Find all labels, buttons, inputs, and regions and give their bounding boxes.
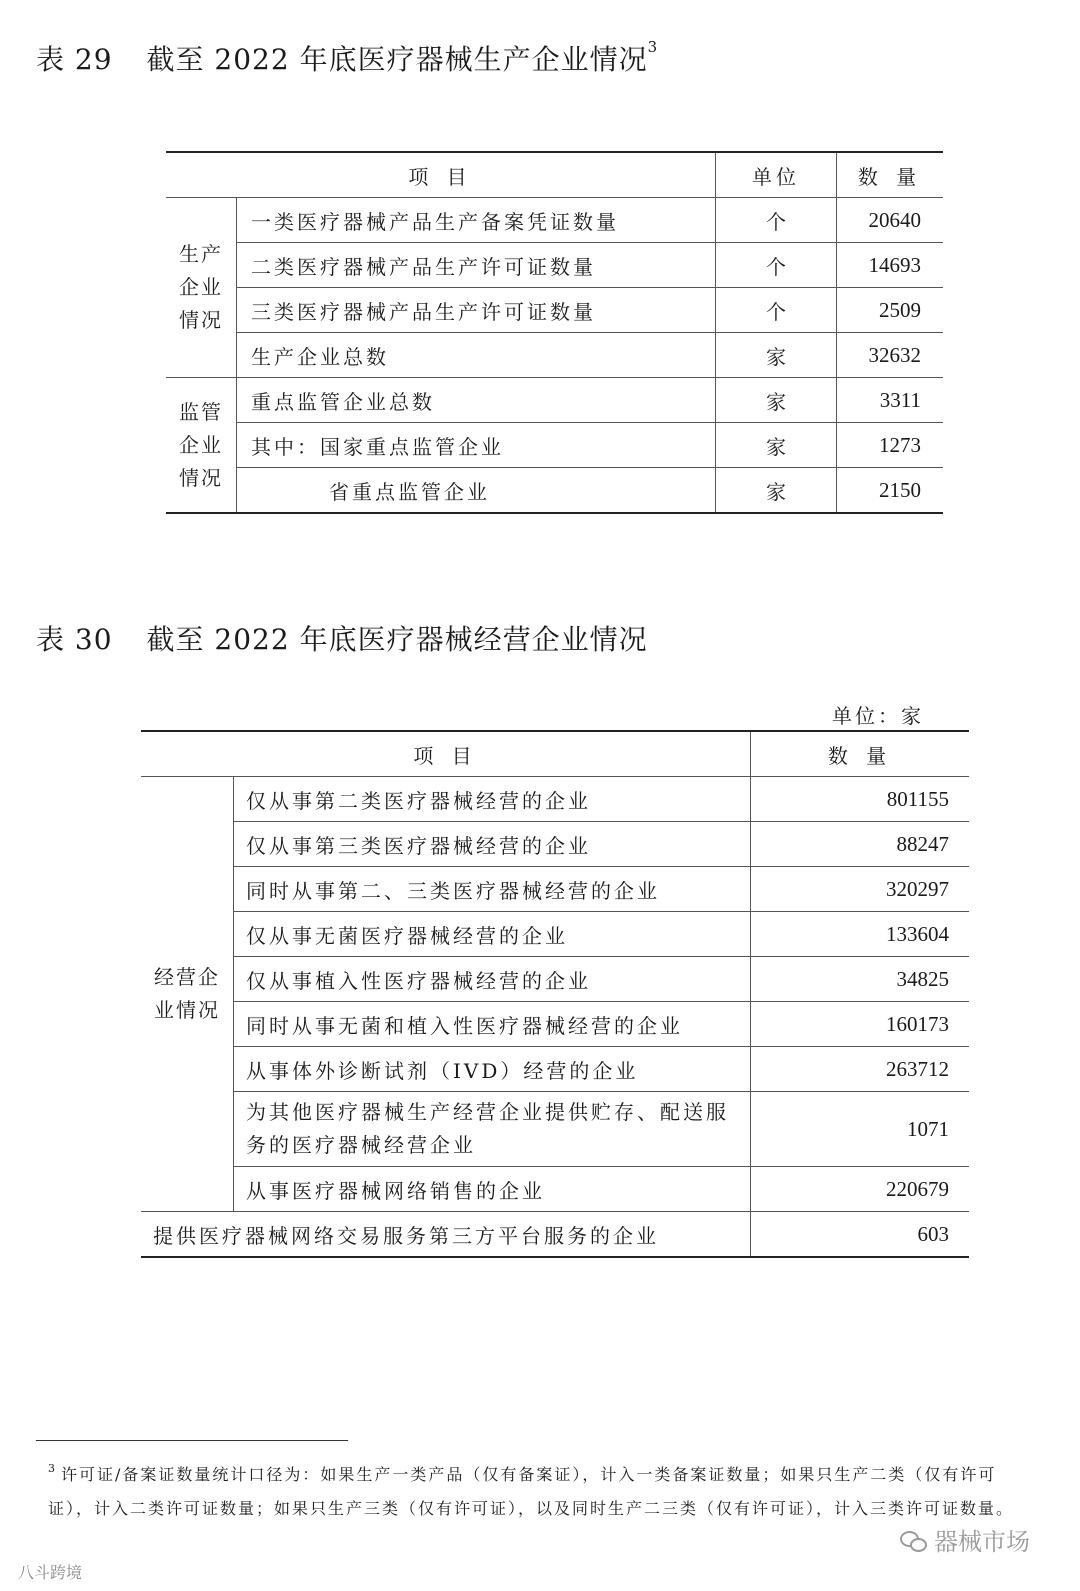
table-row: [141, 777, 969, 822]
table29-qty: 14693: [837, 243, 944, 288]
table30-qty: 88247: [751, 822, 970, 867]
table29-number: 表 29: [36, 43, 113, 76]
table29-item: 一类医疗器械产品生产备案凭证数量: [237, 198, 716, 243]
table-row: [141, 1212, 969, 1258]
table29-item: 二类医疗器械产品生产许可证数量: [237, 243, 716, 288]
table30-qty: 263712: [751, 1047, 970, 1092]
table29-unit: 家: [716, 468, 837, 514]
table30-item: 仅从事第三类医疗器械经营的企业: [234, 822, 751, 867]
table29-unit: 个: [716, 243, 837, 288]
table30-qty: 133604: [751, 912, 970, 957]
table-row: [166, 333, 943, 378]
table-row: [141, 867, 969, 912]
table30-item: 同时从事第二、三类医疗器械经营的企业: [234, 867, 751, 912]
table29-unit: 家: [716, 333, 837, 378]
table-row: [166, 468, 943, 514]
table29-item: 其中：国家重点监管企业: [237, 423, 716, 468]
table29-caption: [36, 38, 659, 76]
table30-number: 表 30: [36, 623, 113, 656]
table-row: [141, 822, 969, 867]
table30-item: 为其他医疗器械生产经营企业提供贮存、配送服务的医疗器械经营企业: [234, 1092, 751, 1167]
table30-qty: 801155: [751, 777, 970, 822]
table29-item: 省重点监管企业: [237, 468, 716, 514]
table29-qty: 32632: [837, 333, 944, 378]
watermark-right-text: 器械市场: [934, 1528, 1030, 1556]
table30-header-row: [141, 731, 969, 777]
table29-item: 生产企业总数: [237, 333, 716, 378]
footnote-text: 许可证/备案证数量统计口径为：如果生产一类产品（仅有备案证），计入一类备案证数量；如果只生产二类（仅有许可证），计入二类许可证数量；如果只生产三类（仅有许可证），以及同时生产二三类（仅有许可证），计入三类许可证数量。: [48, 1465, 1015, 1518]
table29-unit: 家: [716, 378, 837, 423]
table29-item: 三类医疗器械产品生产许可证数量: [237, 288, 716, 333]
table30-item: 同时从事无菌和植入性医疗器械经营的企业: [234, 1002, 751, 1047]
table30-item: 仅从事无菌医疗器械经营的企业: [234, 912, 751, 957]
table30-header-item: 项 目: [141, 731, 751, 777]
table-row: [166, 378, 943, 423]
table29-title: 截至 2022 年底医疗器械生产企业情况: [146, 43, 648, 76]
table29-qty: 2150: [879, 477, 921, 502]
table30-qty: 160173: [751, 1002, 970, 1047]
table29-unit: 个: [716, 288, 837, 333]
table30-item: 从事体外诊断试剂（IVD）经营的企业: [234, 1047, 751, 1092]
table29-header-qty: 数 量: [837, 152, 944, 198]
table30-qty: 220679: [751, 1167, 970, 1212]
table-row: [141, 1002, 969, 1047]
footnote-mark: 3: [48, 1462, 57, 1475]
table-row: [141, 957, 969, 1002]
table29-qty: 2509: [837, 288, 944, 333]
table29-header-item: 项 目: [166, 152, 716, 198]
table29-header-unit: 单位: [716, 152, 837, 198]
table29-unit: 家: [716, 423, 837, 468]
table-row: [141, 912, 969, 957]
table29-group-supervision: 监管企业情况: [166, 378, 237, 514]
watermark-left: 八斗跨境: [18, 1563, 83, 1582]
table29-footnote-mark: 3: [647, 38, 659, 56]
table-row: [141, 1047, 969, 1092]
table29-qty: 20640: [837, 198, 944, 243]
table-row: [141, 1167, 969, 1212]
table29: [166, 151, 943, 514]
table30-caption: [36, 623, 648, 656]
table30-qty: 320297: [751, 867, 970, 912]
table30-item: 仅从事第二类医疗器械经营的企业: [234, 777, 751, 822]
table30-unit-note: 单位：家: [832, 704, 924, 728]
table-row: [166, 198, 943, 243]
table29-unit: 个: [716, 198, 837, 243]
table30-item: 仅从事植入性医疗器械经营的企业: [234, 957, 751, 1002]
table-row: [166, 288, 943, 333]
table30-item: 从事医疗器械网络销售的企业: [234, 1167, 751, 1212]
table30-item: 提供医疗器械网络交易服务第三方平台服务的企业: [141, 1212, 751, 1258]
table30-qty: 1071: [751, 1092, 970, 1167]
table30-group-operation: 经营企业情况: [141, 777, 234, 1212]
table29-qty: 3311: [837, 378, 944, 423]
table-row: [141, 1092, 969, 1167]
table30-qty: 34825: [751, 957, 970, 1002]
watermark-right: [900, 1522, 1030, 1557]
table29-qty: 1273: [837, 423, 944, 468]
table29-item: 重点监管企业总数: [237, 378, 716, 423]
table29-group-production: 生产企业情况: [166, 198, 237, 378]
footnote: [48, 1458, 1038, 1526]
table-row: [166, 423, 943, 468]
footnote-divider: [36, 1440, 348, 1441]
wechat-icon: [900, 1529, 926, 1551]
table30: [141, 730, 969, 1258]
table30-header-qty: 数 量: [751, 731, 970, 777]
table30-title: 截至 2022 年底医疗器械经营企业情况: [146, 623, 648, 656]
table29-header-row: [166, 152, 943, 198]
table30-qty: 603: [917, 1221, 949, 1246]
table-row: [166, 243, 943, 288]
